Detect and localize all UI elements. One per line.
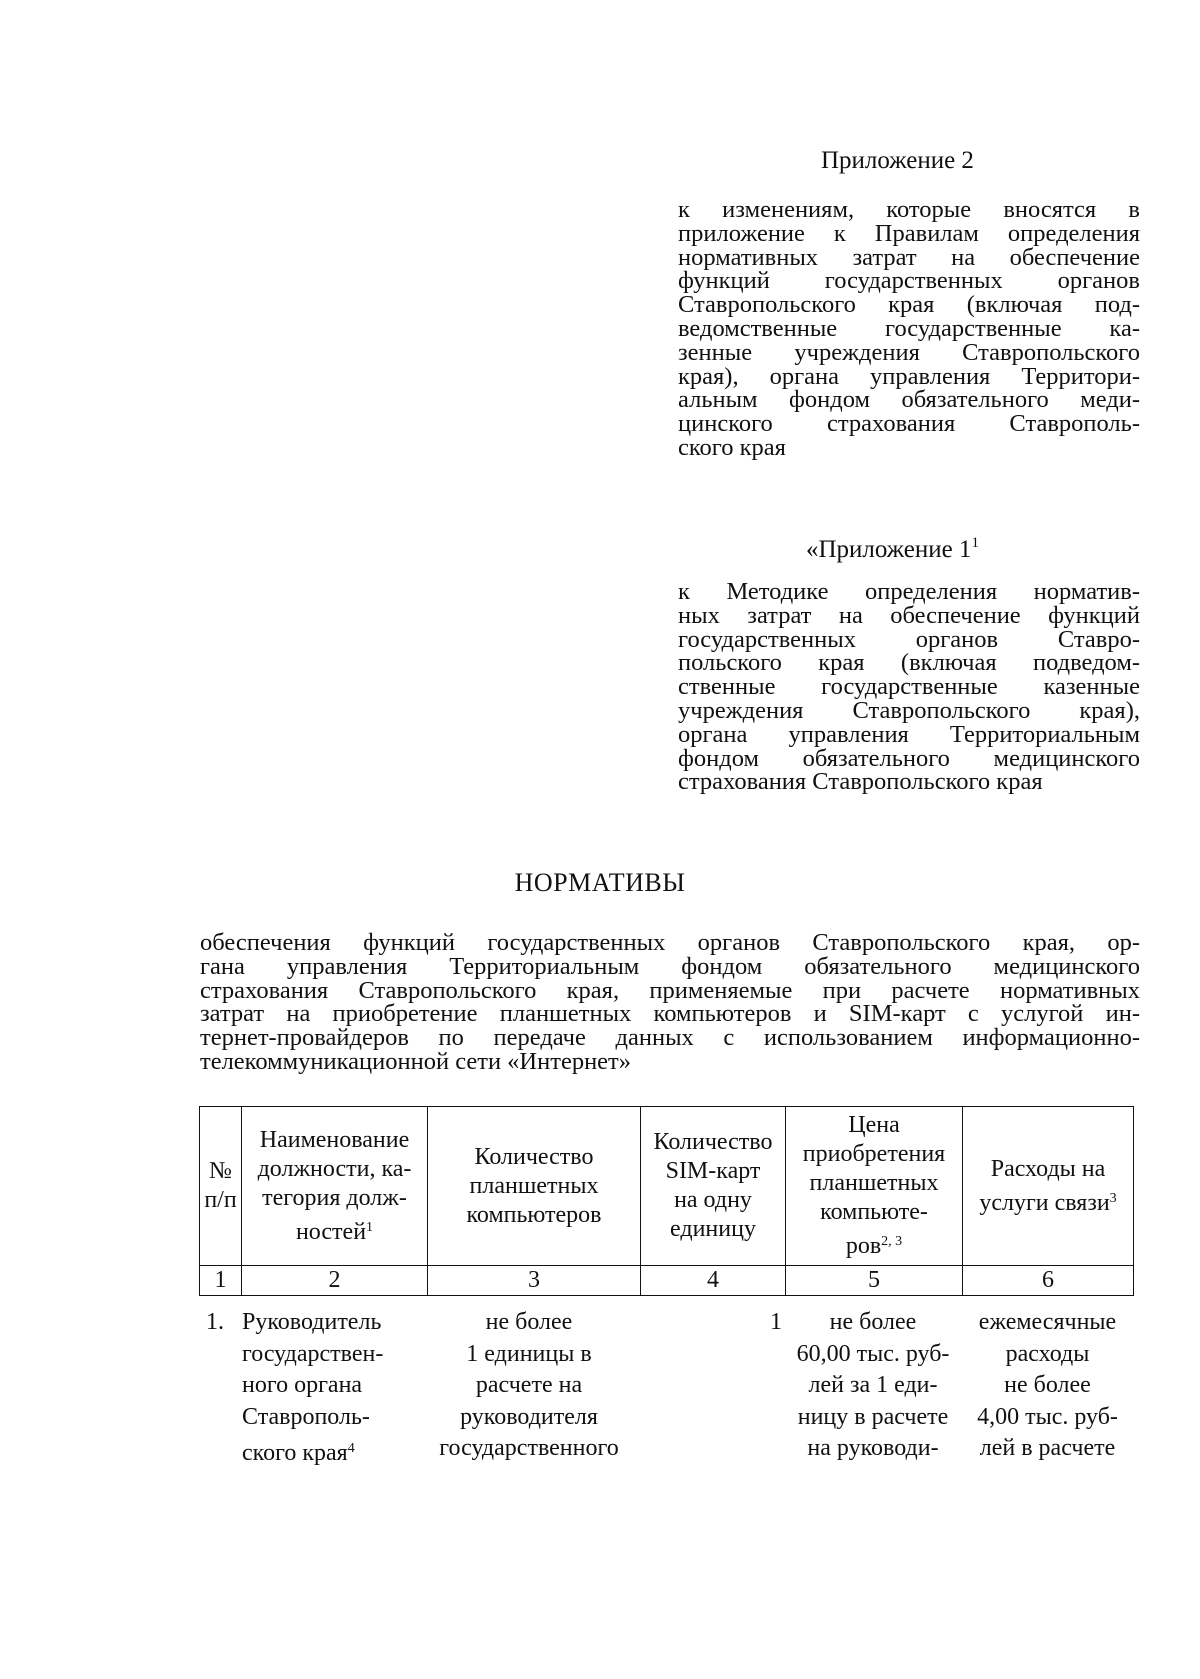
subtitle-line: тернет-провайдеров по передаче данных с использованием информационно- (200, 1024, 1140, 1052)
appendix-1-1-title-sup: 1 (971, 535, 979, 551)
appendix-2-line: приложение к Правилам определения (678, 219, 1140, 247)
cell-line: Ставрополь- (242, 1403, 370, 1430)
header-line (244, 1213, 425, 1247)
subtitle-line: страхования Ставропольского края, применяемые при расчете нормативных (200, 976, 1140, 1004)
appendix-2-line: зенные учреждения Ставропольского (678, 338, 1140, 366)
header-number (200, 1107, 242, 1266)
header-line: п/п (204, 1187, 237, 1213)
appendix-2-line: Ставропольского края (включая под- (678, 291, 1140, 319)
row-1-tablets (418, 1307, 640, 1465)
appendix-2-line: функций государственных органов (678, 267, 1140, 295)
appendix-1-1-line: ных затрат на обеспечение функций (678, 601, 1140, 629)
row-1-communication (960, 1307, 1135, 1465)
appendix-1-1-line: учреждения Ставропольского края), (678, 696, 1140, 724)
cell-line: лей за 1 еди- (808, 1372, 938, 1398)
footnote-marker: 1 (366, 1219, 374, 1235)
header-line: Расходы на (990, 1155, 1106, 1182)
header-line (965, 1184, 1131, 1218)
cell-line: ежемесячные (978, 1309, 1117, 1335)
subtitle-line: гана управления Территориальным фондом обязательного медицинского (200, 952, 1140, 980)
cell-line: на руководи- (807, 1435, 939, 1461)
cell-line: расходы (1005, 1340, 1090, 1367)
appendix-1-1-title (806, 528, 979, 565)
appendix-1-1-line: ственные государственные казенные (678, 673, 1140, 701)
appendix-2-line: ведомственные государственные ка- (678, 314, 1140, 342)
header-line: Количество (474, 1143, 594, 1170)
header-sim-count (641, 1107, 786, 1266)
row-1-number: 1. (206, 1309, 224, 1335)
footnote-marker: 4 (347, 1441, 355, 1456)
cell-line: 1 единицы в (466, 1340, 592, 1367)
header-line: SIM-карт (665, 1158, 761, 1184)
footnote-marker: 3 (1109, 1190, 1117, 1206)
cell-line: расчете на (475, 1372, 583, 1398)
subtitle-line: телекоммуникационной сети «Интернет» (200, 1047, 632, 1075)
header-tablet-price (786, 1107, 963, 1266)
appendix-2-line: нормативных затрат на обеспечение (678, 243, 1140, 271)
header-line (788, 1227, 960, 1261)
footnote-marker: 2, 3 (881, 1234, 903, 1249)
appendix-1-1-title-text: «Приложение 1 (806, 536, 972, 563)
header-line-text: ров (845, 1233, 882, 1259)
header-line: приобретения (802, 1141, 946, 1167)
appendix-2-line: к изменениям, которые вносятся в (678, 196, 1140, 223)
header-line: должности, ка- (257, 1155, 412, 1182)
header-tablets-count (428, 1107, 641, 1266)
column-number: 6 (963, 1266, 1134, 1296)
cell-line: лей в расчете (979, 1435, 1116, 1461)
appendix-1-1-line: страхования Ставропольского края (678, 768, 1043, 796)
cell-line: ного органа (242, 1372, 363, 1398)
appendix-2-line: альным фондом обязательного меди- (678, 386, 1140, 414)
header-line: планшетных (809, 1170, 939, 1196)
appendix-1-1-line: к Методике определения норматив- (678, 578, 1140, 605)
cell-line: не более (829, 1309, 917, 1335)
cell-line: ницу в расчете (797, 1403, 949, 1430)
cell-line: не более (1004, 1372, 1091, 1398)
appendix-2-text (678, 198, 1140, 460)
cell-line: руководителя (460, 1403, 598, 1430)
header-communication-costs (963, 1107, 1134, 1266)
cell-line: 4,00 тыс. руб- (977, 1403, 1118, 1430)
appendix-1-1-line: государственных органов Ставро- (678, 625, 1140, 653)
cell-line: 60,00 тыс. руб- (796, 1340, 950, 1367)
row-1-price (783, 1307, 963, 1465)
cell-line: государственного (439, 1435, 619, 1461)
cell-line: Руководитель (242, 1309, 382, 1335)
subtitle-line: затрат на приобретение планшетных компьютеров и SIM-карт с услугой ин- (200, 1000, 1140, 1028)
cell-line: не более (485, 1309, 573, 1335)
table-header-row (200, 1107, 1134, 1266)
cell-line (242, 1433, 432, 1470)
appendix-2-line: ского края (678, 433, 786, 461)
appendix-2-line: цинского страхования Ставрополь- (678, 410, 1140, 438)
header-line: Количество (653, 1129, 773, 1155)
header-position (242, 1107, 428, 1266)
column-numbers-row (200, 1266, 1134, 1296)
cell-line: государствен- (242, 1340, 384, 1367)
document-subtitle (200, 931, 1140, 1074)
header-line: единицу (670, 1216, 756, 1242)
row-1-position (242, 1307, 432, 1470)
header-line: тегория долж- (262, 1184, 407, 1211)
appendix-1-1-line: польского края (включая подведом- (678, 649, 1140, 677)
header-line: планшетных (469, 1172, 599, 1199)
column-number: 1 (200, 1266, 242, 1296)
header-line: Цена (848, 1112, 900, 1138)
subtitle-line: обеспечения функций государственных органов Ставропольского края, ор- (200, 929, 1140, 956)
header-line: компьюте- (820, 1199, 928, 1225)
cell-line-text: ского края (242, 1440, 348, 1466)
appendix-2-title: Приложение 2 (821, 147, 974, 174)
column-number: 4 (641, 1266, 786, 1296)
header-line-text: услуги связи (979, 1189, 1110, 1216)
header-line: компьютеров (466, 1201, 602, 1228)
header-line-text: ностей (295, 1218, 367, 1245)
column-number: 5 (786, 1266, 963, 1296)
appendix-1-1-text (678, 580, 1140, 794)
norms-table (199, 1106, 1134, 1296)
appendix-1-1-line: органа управления Территориальным (678, 720, 1140, 748)
header-line: № (209, 1158, 232, 1184)
row-1-sim-count: 1 (770, 1309, 782, 1335)
column-number: 2 (242, 1266, 428, 1296)
appendix-1-1-line: фондом обязательного медицинского (678, 744, 1140, 772)
header-line: на одну (674, 1187, 752, 1213)
appendix-2-line: края), органа управления Территори- (678, 362, 1140, 390)
document-title: НОРМАТИВЫ (514, 868, 686, 897)
header-line: Наименование (259, 1126, 410, 1153)
column-number: 3 (428, 1266, 641, 1296)
